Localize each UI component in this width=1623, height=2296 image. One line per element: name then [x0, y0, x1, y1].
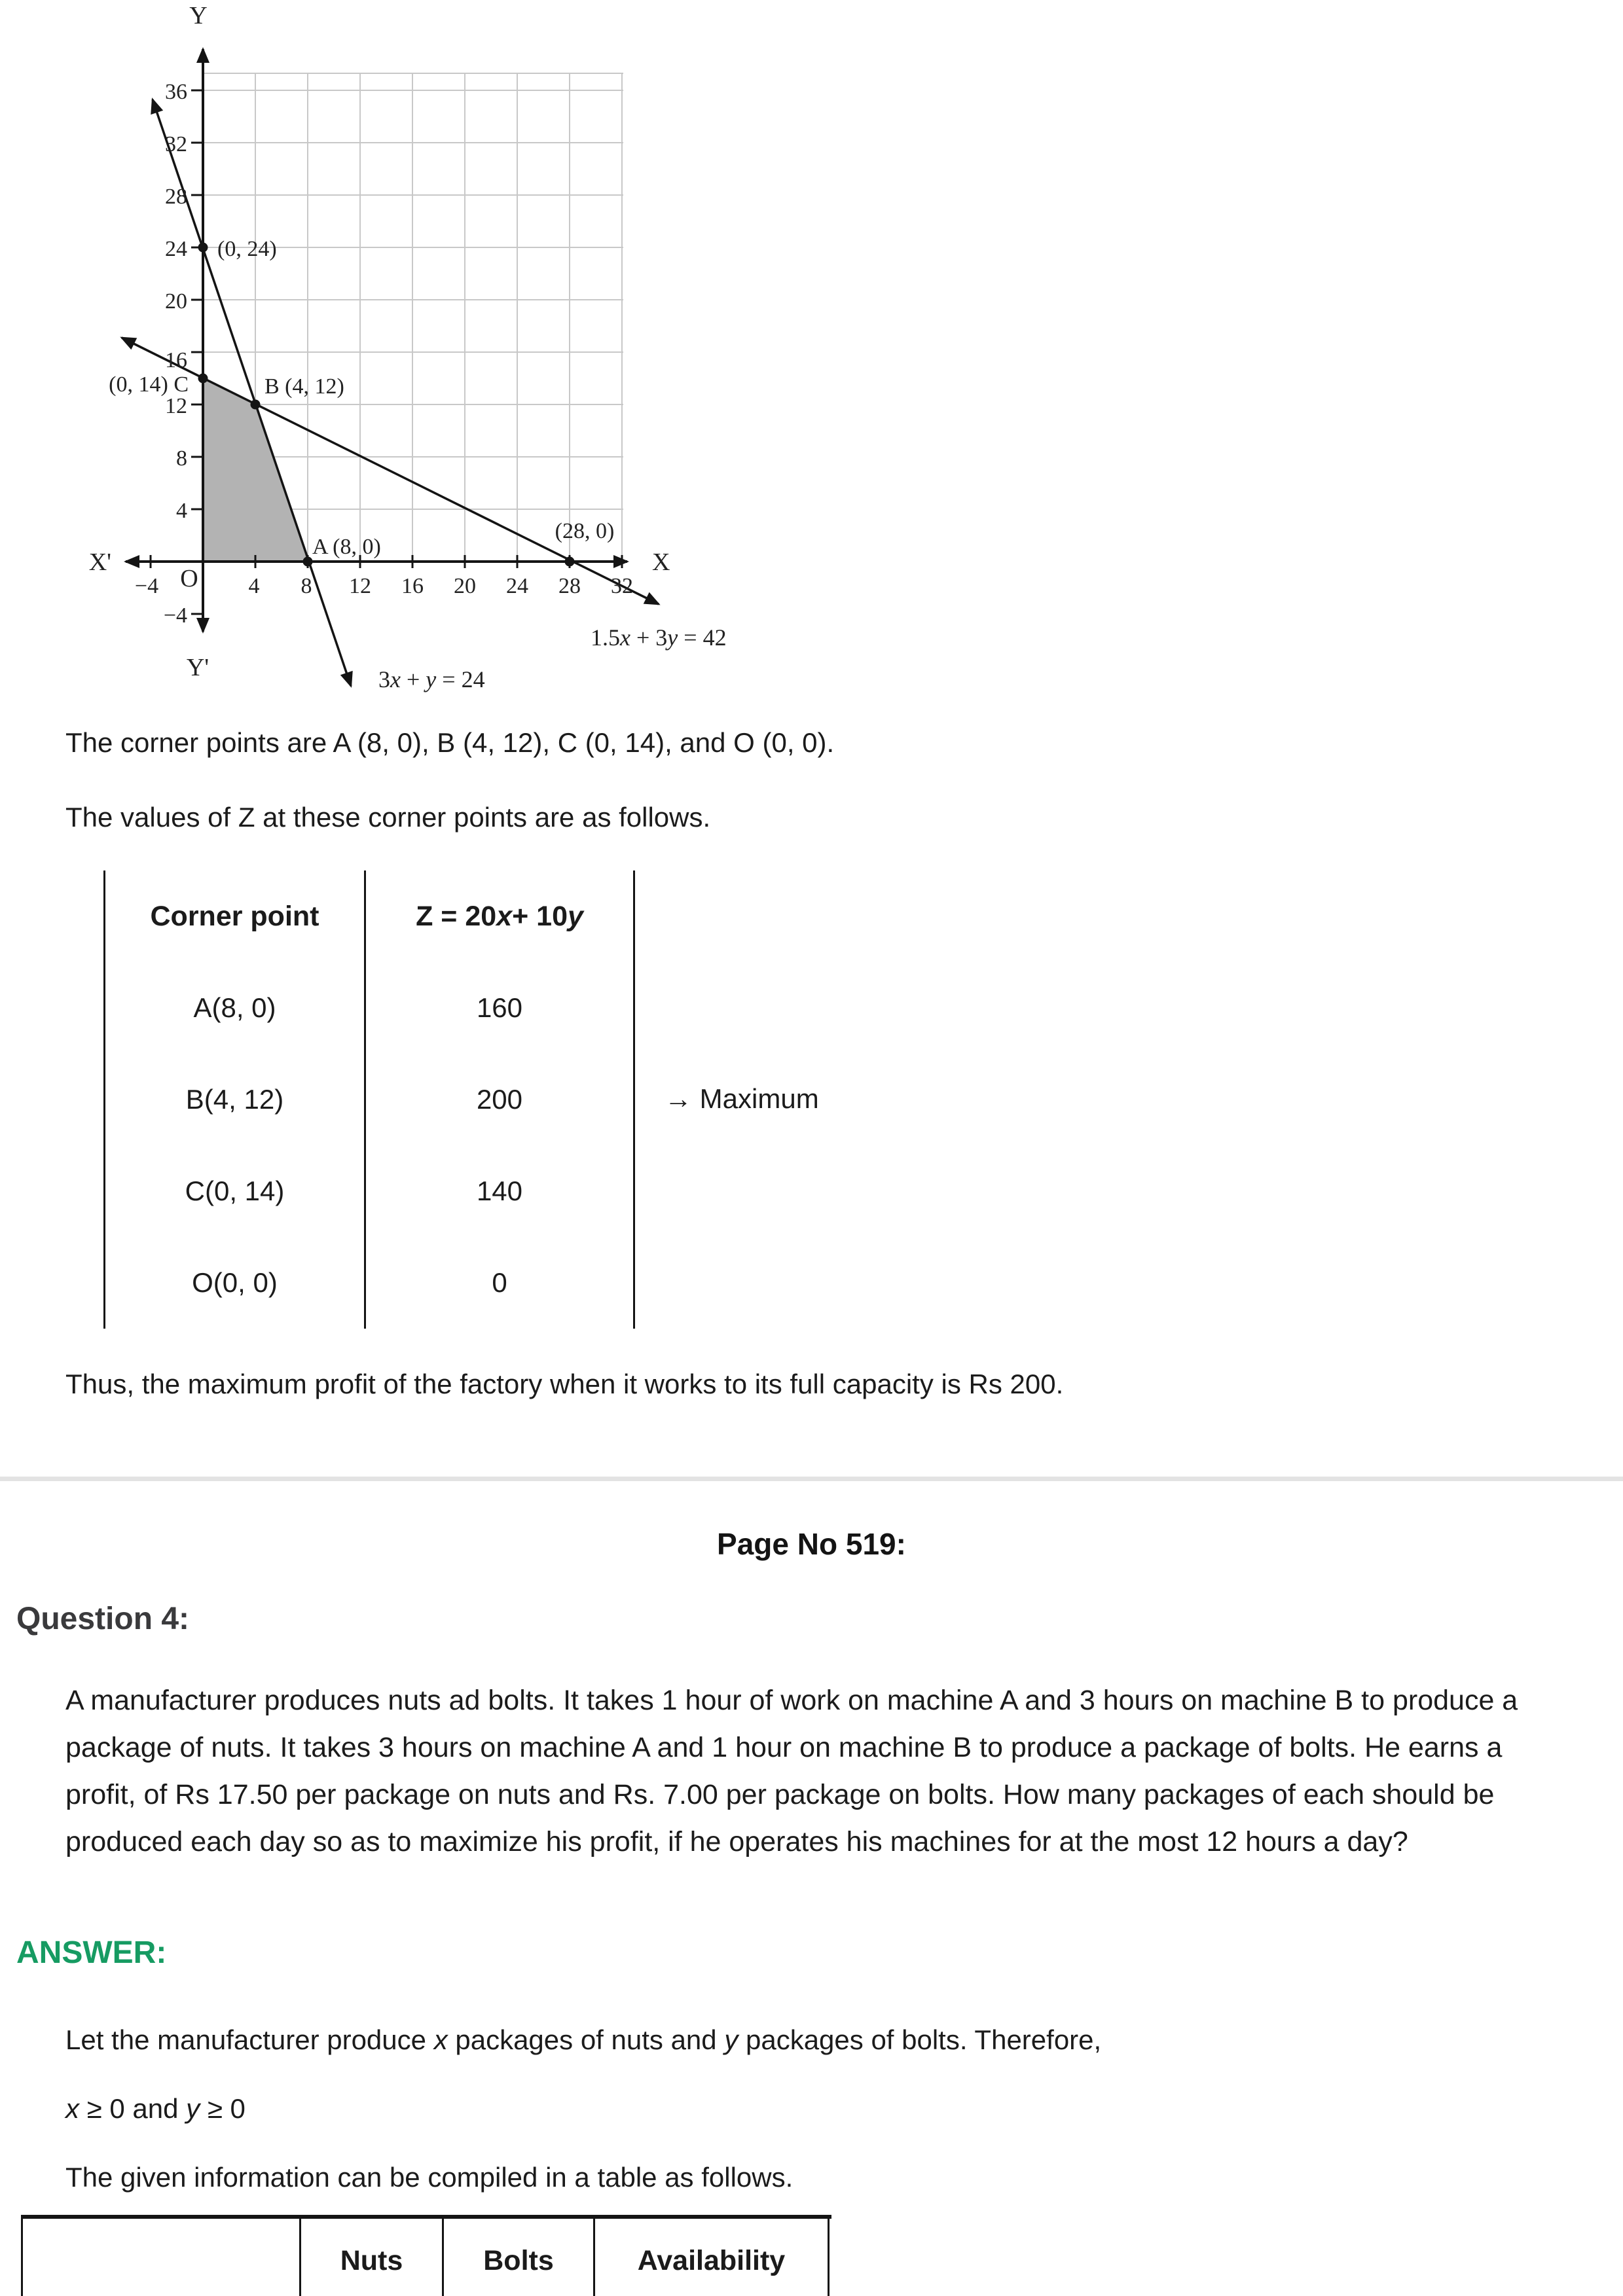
- z-value-column: [366, 870, 633, 1329]
- info-table-bolts-header: Bolts: [444, 2219, 595, 2296]
- y-tick-neg4: −4: [163, 603, 187, 628]
- label-point-b: B (4, 12): [264, 374, 344, 399]
- label-point-c: (0, 14) C: [109, 372, 189, 397]
- let-statement-line: Let the manufacturer produce x packages of nuts and y packages of bolts. Therefore,: [65, 2024, 1102, 2055]
- y-tick-32: 32: [165, 132, 187, 156]
- corner-points-line: The corner points are A (8, 0), B (4, 12), C (0, 14), and O (0, 0).: [65, 727, 835, 758]
- info-table-availability-header: Availability: [595, 2219, 830, 2296]
- info-table-empty-header: [23, 2219, 301, 2296]
- label-point-28-0: (28, 0): [555, 519, 615, 543]
- y-tick-8: 8: [176, 446, 187, 471]
- z-values-line: The values of Z at these corner points are as follows.: [65, 802, 711, 833]
- table-row-o-value: 0: [492, 1267, 507, 1298]
- table-intro-line: The given information can be compiled in a table as follows.: [65, 2162, 793, 2193]
- x-tick-28: 28: [558, 574, 581, 598]
- equation-label-1.5x-3y-42: 1.5x + 3y = 42: [591, 624, 727, 651]
- table-row-c-value: 140: [476, 1175, 523, 1206]
- question-text: A manufacturer produces nuts ad bolts. It takes 1 hour of work on machine A and 3 hours on machine B to produce a package of nuts. It takes 3 hours on machine A and 1 hour on machine B to produce a package of bolts. He earns a profit, of Rs 17.50 per package on nuts and Rs. 7.00 per package on bolts. How many packages of each should be produced each day so as to maximize his profit, if he operates his machines for at the most 12 hours a day?: [65, 1685, 1518, 1857]
- point-b-4-12: [251, 400, 261, 410]
- corner-point-column: [105, 870, 366, 1329]
- corner-point-header: Corner point: [150, 900, 319, 932]
- origin-label: O: [180, 565, 198, 592]
- y-tick-12: 12: [165, 394, 187, 418]
- y-tick-20: 20: [165, 289, 187, 314]
- point-c-0-14: [198, 374, 208, 384]
- y-tick-28: 28: [165, 185, 187, 209]
- maximum-annotation: → Maximum: [665, 1083, 819, 1114]
- answer-heading: ANSWER:: [16, 1935, 167, 1970]
- table-row-a-value: 160: [476, 992, 523, 1023]
- z-values-table: [103, 870, 635, 1329]
- section-divider: [0, 1477, 1623, 1481]
- point-a-8-0: [303, 557, 313, 567]
- table-row-b-point: B(4, 12): [185, 1084, 284, 1115]
- question-heading: Question 4:: [16, 1602, 190, 1636]
- label-point-0-24: (0, 24): [217, 237, 277, 261]
- x-tick-16: 16: [401, 574, 424, 598]
- conclusion-line: Thus, the maximum profit of the factory when it works to its full capacity is Rs 200.: [65, 1369, 1064, 1399]
- point-0-24: [198, 243, 208, 253]
- y-tick-24: 24: [165, 237, 187, 261]
- table-row-a-point: A(8, 0): [193, 992, 276, 1023]
- nonnegativity-constraints-line: x ≥ 0 and y ≥ 0: [65, 2093, 246, 2124]
- x-tick-4: 4: [248, 574, 260, 598]
- page-number-heading: Page No 519:: [717, 1527, 906, 1561]
- y-tick-4: 4: [176, 499, 187, 523]
- table-row-b-value: 200: [476, 1084, 523, 1115]
- y-tick-36: 36: [165, 80, 187, 104]
- info-table-nuts-header: Nuts: [301, 2219, 444, 2296]
- x-prime-label: X': [88, 548, 111, 576]
- table-row-o-point: O(0, 0): [192, 1267, 278, 1298]
- label-point-a: A (8, 0): [312, 535, 381, 559]
- y-axis-label: Y: [189, 2, 208, 29]
- x-tick-12: 12: [349, 574, 371, 598]
- z-formula-header: Z = 20 x + 10 y: [416, 900, 583, 932]
- x-tick-32: 32: [611, 574, 633, 598]
- information-table: [21, 2215, 831, 2296]
- x-tick-8: 8: [301, 574, 312, 598]
- y-prime-label: Y': [186, 654, 210, 681]
- lp-feasible-region-graph: [0, 0, 812, 720]
- equation-label-3x-y-24: 3x + y = 24: [378, 666, 485, 692]
- x-tick-24: 24: [506, 574, 528, 598]
- x-tick-20: 20: [454, 574, 476, 598]
- x-axis-label: X: [652, 548, 670, 576]
- table-row-c-point: C(0, 14): [185, 1175, 285, 1206]
- x-tick-neg4: −4: [134, 574, 159, 598]
- point-28-0: [565, 557, 575, 567]
- y-tick-16: 16: [165, 348, 187, 372]
